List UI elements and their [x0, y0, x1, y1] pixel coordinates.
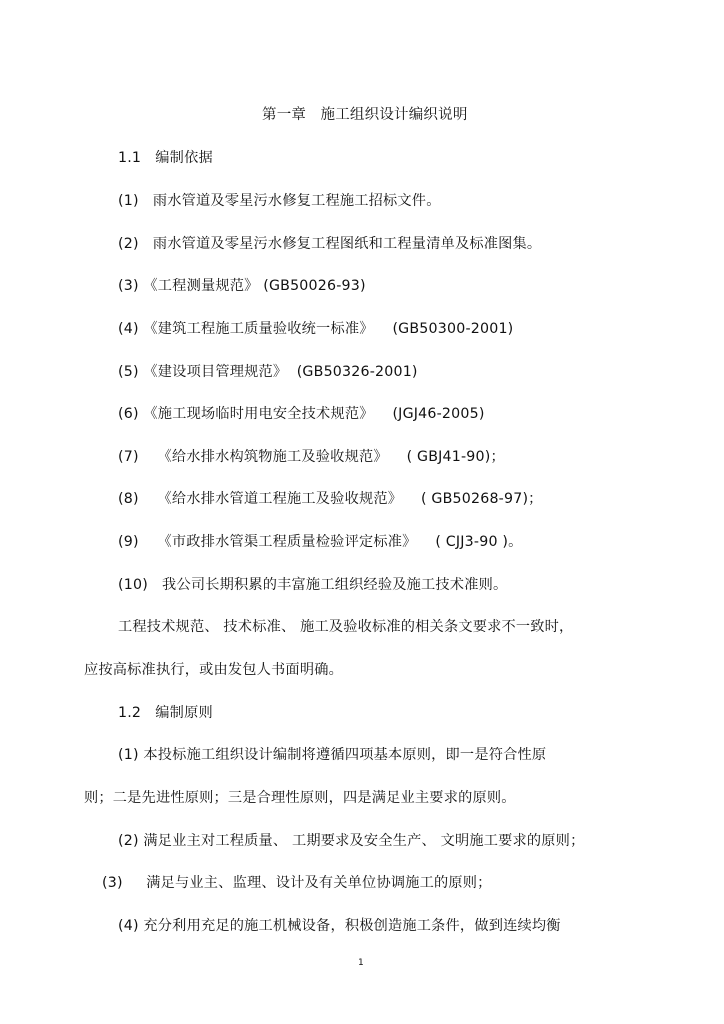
principle-4: (4) 充分利用充足的施工机械设备，积极创造施工条件，做到连续均衡 [118, 918, 561, 934]
basis-item-9: (9) 《市政排水管渠工程质量检验评定标准》 ( CJJ3-90 )。 [118, 534, 523, 550]
principle-1-line-1: (1) 本投标施工组织设计编制将遵循四项基本原则，即一是符合性原 [118, 747, 547, 763]
basis-item-6: (6) 《施工现场临时用电安全技术规范》 (JGJ46-2005) [118, 406, 485, 422]
chapter-title: 第一章 施工组织设计编织说明 [262, 107, 468, 123]
principle-3: (3) 满足与业主、监理、设计及有关单位协调施工的原则； [102, 875, 492, 891]
basis-item-1: (1) 雨水管道及零星污水修复工程施工招标文件。 [118, 193, 441, 209]
section-heading-1-2: 1.2 编制原则 [118, 705, 213, 721]
basis-item-7: (7) 《给水排水构筑物施工及验收规范》 ( GBJ41-90)； [118, 449, 505, 465]
note-paragraph-line-1: 工程技术规范、 技术标准、 施工及验收标准的相关条文要求不一致时， [118, 619, 574, 635]
basis-item-4: (4) 《建筑工程施工质量验收统一标准》 (GB50300-2001) [118, 321, 514, 337]
basis-item-2: (2) 雨水管道及零星污水修复工程图纸和工程量清单及标准图集。 [118, 236, 542, 252]
basis-item-10: (10) 我公司长期积累的丰富施工组织经验及施工技术准则。 [118, 577, 508, 593]
note-paragraph-line-2: 应按高标准执行，或由发包人书面明确。 [84, 662, 343, 678]
basis-item-8: (8) 《给水排水管道工程施工及验收规范》 ( GB50268-97)； [118, 491, 543, 507]
page-number: 1 [358, 958, 364, 968]
basis-item-5: (5) 《建设项目管理规范》 (GB50326-2001) [118, 364, 418, 380]
section-heading-1-1: 1.1 编制依据 [118, 150, 213, 166]
principle-1-line-2: 则；二是先进性原则；三是合理性原则，四是满足业主要求的原则。 [84, 790, 516, 806]
basis-item-3: (3) 《工程测量规范》 (GB50026-93) [118, 278, 366, 294]
principle-2: (2) 满足业主对工程质量、 工期要求及安全生产、 文明施工要求的原则； [118, 833, 585, 849]
